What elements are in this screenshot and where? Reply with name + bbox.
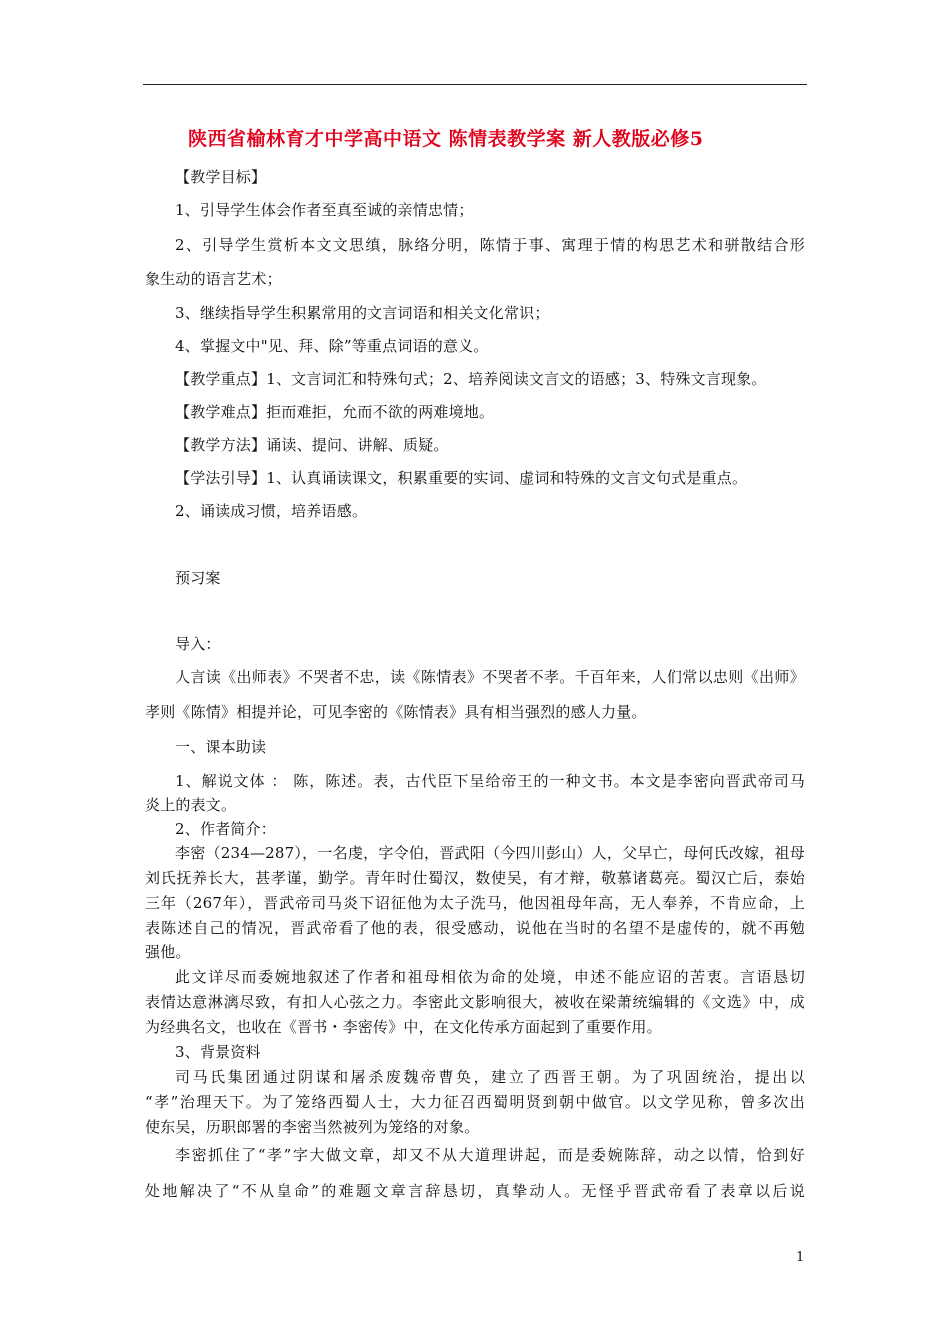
essay-line: 为经典名文，也收在《晋书・李密传》中，在文化传承方面起到了重要作用。 bbox=[145, 1018, 662, 1036]
background-line: “孝”治理天下。为了笼络西蜀人士，大力征召西蜀明贤到朝中做官。以文学见称，曾多次出 bbox=[145, 1093, 805, 1111]
intro-heading: 导入： bbox=[175, 635, 221, 653]
author-line: 强他。 bbox=[145, 943, 191, 961]
objective-item: 1、引导学生体会作者至真至诚的亲情忠情； bbox=[175, 201, 474, 219]
objectives-heading: 【教学目标】 bbox=[175, 168, 267, 186]
essay-line: 表情达意淋漓尽致，有扣人心弦之力。李密此文影响很大，被收在梁萧统编辑的《文选》中，成 bbox=[145, 993, 805, 1011]
section-heading: 一、课本助读 bbox=[175, 738, 267, 756]
header-rule bbox=[143, 84, 807, 85]
key-points: 【教学重点】1、文言词汇和特殊句式；2、培养阅读文言文的语感；3、特殊文言现象。 bbox=[175, 370, 767, 388]
difficulty: 【教学难点】拒而难拒，允而不欲的两难境地。 bbox=[175, 403, 495, 421]
study-guide-line: 【学法引导】1、认真诵读课文，积累重要的实词、虚词和特殊的文言文句式是重点。 bbox=[175, 469, 748, 487]
teaching-method: 【教学方法】诵读、提问、讲解、质疑。 bbox=[175, 436, 449, 454]
background-heading: 3、背景资料 bbox=[175, 1043, 261, 1061]
author-line: 表陈述自己的情况，晋武帝看了他的表，很受感动，说他在当时的名望不是虚传的，就不再勉 bbox=[145, 919, 805, 937]
author-line: 刘氏抚养长大，甚孝谨，勤学。青年时仕蜀汉，数使吴，有才辩，敬慕诸葛亮。蜀汉亡后，泰始 bbox=[145, 869, 805, 887]
intro-line: 孝则《陈情》相提并论，可见李密的《陈情表》具有相当强烈的感人力量。 bbox=[145, 703, 647, 721]
objective-item: 3、继续指导学生积累常用的文言词语和相关文化常识； bbox=[175, 304, 550, 322]
author-heading: 2、作者简介： bbox=[175, 820, 276, 838]
objective-item: 4、掌握文中"见、拜、除”等重点词语的意义。 bbox=[175, 337, 489, 355]
preview-heading: 预习案 bbox=[175, 569, 221, 587]
objective-item: 2、引导学生赏析本文文思缜，脉络分明，陈情于事、寓理于情的构思艺术和骈散结合形 bbox=[175, 236, 805, 254]
background-line: 使东吴，历职郎署的李密当然被列为笼络的对象。 bbox=[145, 1118, 480, 1136]
author-line: 李密（234—287），一名虔，字令伯，晋武阳（今四川彭山）人，父早亡，母何氏改嫁，祖母 bbox=[175, 844, 805, 862]
author-line: 三年（267年），晋武帝司马炎下诏征他为太子洗马，他因祖母年高，无人奉养，不肯应命，上 bbox=[145, 894, 805, 912]
essay-line: 此文详尽而委婉地叙述了作者和祖母相依为命的处境，申述不能应诏的苦衷。言语恳切 bbox=[175, 968, 805, 986]
study-guide-line: 2、诵读成习惯，培养语感。 bbox=[175, 502, 368, 520]
genre-line: 炎上的表文。 bbox=[145, 796, 237, 814]
intro-line: 人言读《出师表》不哭者不忠，读《陈情表》不哭者不孝。千百年来，人们常以忠则《出师》 bbox=[175, 668, 805, 686]
genre-line: 1、解说文体 ： 陈，陈述。表，古代臣下呈给帝王的一种文书。本文是李密向晋武帝司马 bbox=[175, 772, 805, 790]
document-title: 陕西省榆林育才中学高中语文 陈情表教学案 新人教版必修5 bbox=[188, 128, 704, 150]
objective-item: 象生动的语言艺术； bbox=[145, 270, 282, 288]
closing-line: 李密抓住了“孝”字大做文章，却又不从大道理讲起，而是委婉陈辞，动之以情，恰到好 bbox=[175, 1146, 805, 1164]
closing-line: 处地解决了“不从皇命”的难题文章言辞恳切，真挚动人。无怪乎晋武帝看了表章以后说 bbox=[145, 1182, 805, 1200]
background-line: 司马氏集团通过阴谋和屠杀废魏帝曹奂，建立了西晋王朝。为了巩固统治，提出以 bbox=[175, 1068, 805, 1086]
page-number: 1 bbox=[796, 1250, 805, 1265]
